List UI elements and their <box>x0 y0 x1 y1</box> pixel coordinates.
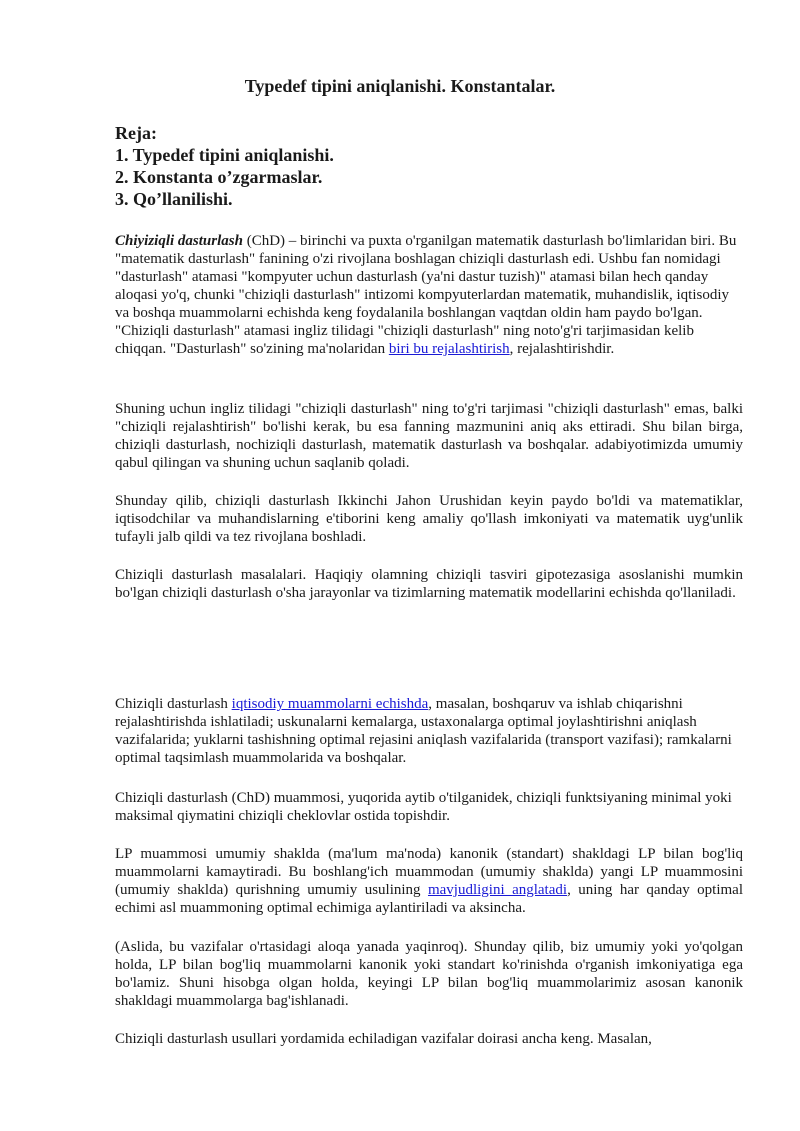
paragraph-relation: (Aslida, bu vazifalar o'rtasidagi aloqa yanada yaqinroq). Shunday qilib, biz umumiy yoki yo'qolgan holda, LP bilan bog'liq muammolarni kanonik yoki standart ko'rinishda o'rganish imkoniyatiga ega bo'lamiz. Shuni hisobga olgan holda, keyingi LP bilan bog'liq muammolarimiz asosan kanonik shakldagi muammolarga bag'ishlanadi. <box>115 939 743 1009</box>
paragraph-lp-problem: Chiziqli dasturlash (ChD) muammosi, yuqorida aytib o'tilganidek, chiziqli funktsiyaning minimal yoki maksimal qiymatini chiziqli cheklovlar ostida topishdir. <box>115 790 732 824</box>
plan-item: 3. Qo’llanilishi. <box>115 189 233 209</box>
paragraph-applications <box>115 695 743 767</box>
paragraph-definition <box>115 232 743 358</box>
paragraph-canonical <box>115 845 743 917</box>
term-bold-italic: Chiyiziqli dasturlash <box>115 233 243 249</box>
paragraph-text: Chiziqli dasturlash <box>115 696 232 712</box>
link-rejalashtirish[interactable]: biri bu rejalashtirish <box>388 341 510 357</box>
paragraph-text: , uning har qanday optimal echimi asl muammoning optimal echimiga aylantiriladi va aksincha. <box>115 882 744 916</box>
plan-heading: Reja: <box>115 123 157 143</box>
plan-item: 2. Konstanta o’zgarmaslar. <box>115 167 323 187</box>
paragraph-scope: Chiziqli dasturlash usullari yordamida echiladigan vazifalar doirasi ancha keng. Masalan, <box>115 1031 652 1047</box>
paragraph-problems: Chiziqli dasturlash masalalari. Haqiqiy olamning chiziqli tasviri gipotezasiga asoslanishi mumkin bo'lgan chiziqli dasturlash o'sha jarayonlar va tizimlarning matematik modellarini echishda qo'llaniladi. <box>115 567 743 601</box>
plan-section <box>115 122 334 210</box>
paragraph-text: (ChD) – birinchi va puxta o'rganilgan matematik dasturlash bo'limlaridan biri. Bu "matematik dasturlash" fanining o'zi rivojlana boshlagan chiziqli dasturlash edi. Ushbu fan nomidagi "dasturlash" atamasi "kompyuter uchun dasturlash (ya'ni dastur tuzish)" atamasi bilan hech qanday aloqasi yo'q, chunki "chiziqli dasturlash" intizomi kompyuterlardan matematik, muhandislik, iqtisodiy va boshqa muammolarni echishda keng foydalanila boshlangan vaqtdan oldin ham paydo bo'lgan. <box>115 233 737 321</box>
document-title: Typedef tipini aniqlanishi. Konstantalar. <box>244 76 556 96</box>
plan-item: 1. Typedef tipini aniqlanishi. <box>115 145 334 165</box>
paragraph-text: LP muammosi umumiy shaklda (ma'lum ma'noda) kanonik (standart) shakldagi LP bilan bog'liq muammolarni kamaytiradi. Bu boshlang'ich muammodan (umumiy shaklda) yangi LP muammosini (umumiy shaklda) qurishning umumiy usulining <box>115 846 743 898</box>
paragraph-text: , masalan, boshqaruv va ishlab chiqarishni rejalashtirishda ishlatiladi; uskunalarni kemalarga, ustaxonalarga optimal joylashtirishni aniqlash vazifalarida; yuklarni tashishning optimal rejasini aniqlash vazifalarida (transport vazifasi); ramkalarni optimal taqsimlash muammolarida va boshqalar. <box>115 696 732 766</box>
paragraph-text: "Chiziqli dasturlash" atamasi ingliz tilidagi "chiziqli dasturlash" ning noto'g'ri tarjimasidan kelib chiqqan. "Dasturlash" so'zining ma'nolaridan <box>115 323 694 357</box>
link-iqtisodiy-muammolar[interactable]: iqtisodiy muammolarni echishda <box>231 696 429 712</box>
link-mavjudligini[interactable]: mavjudligini anglatadi <box>427 882 568 898</box>
paragraph-history: Shunday qilib, chiziqli dasturlash Ikkinchi Jahon Urushidan keyin paydo bo'ldi va matematiklar, iqtisodchilar va muhandislarning e'tiborini keng amaliy qo'llash imkoniyati va matematik uyg'unlik tufayli jalb qildi va tez rivojlana boshladi. <box>115 493 743 545</box>
paragraph-translation: Shuning uchun ingliz tilidagi "chiziqli dasturlash" ning to'g'ri tarjimasi "chiziqli dasturlash" emas, balki "chiziqli rejalashtirish" bo'lishi kerak, bu esa fanning mazmunini aniq aks ettiradi. Shu bilan birga, chiziqli dasturlash, nochiziqli dasturlash, matematik dasturlash va boshqalar. adabiyotimizda umumiy qabul qilingan va shuning uchun saqlanib qoladi. <box>115 401 743 471</box>
paragraph-text: , rejalashtirishdir. <box>509 341 615 357</box>
